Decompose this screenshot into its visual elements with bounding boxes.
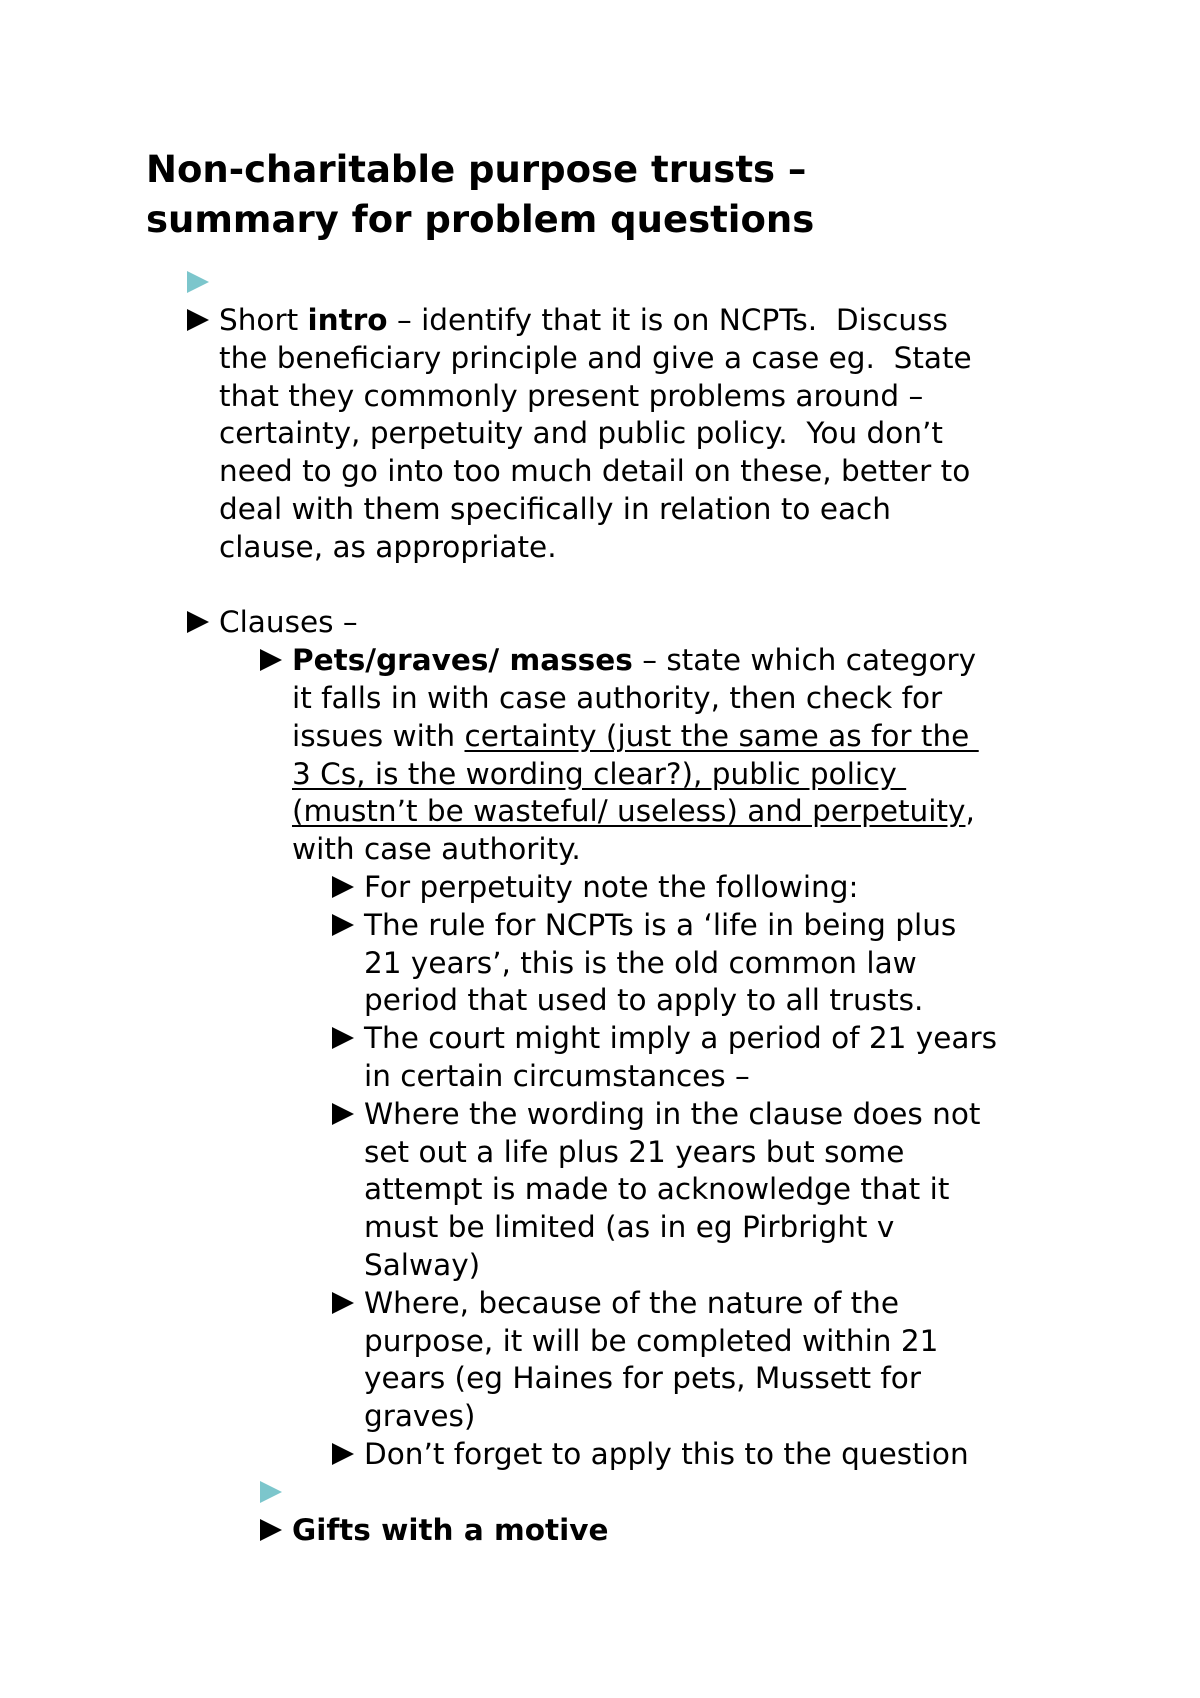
intro-line: deal with them specifically in relation to each xyxy=(219,492,891,526)
intro-bold: intro xyxy=(307,303,388,337)
perpetuity-item: Salway) xyxy=(364,1248,481,1282)
empty-bullet-icon xyxy=(260,1481,282,1503)
document-title xyxy=(146,145,1046,245)
perpetuity-item: in certain circumstances – xyxy=(364,1059,750,1093)
intro-line: that they commonly present problems around – xyxy=(219,379,924,413)
pets-text: issues with xyxy=(292,719,465,753)
bullet-arrow-icon xyxy=(332,1103,354,1125)
intro-line: certainty, perpetuity and public policy. You don’t xyxy=(219,416,943,450)
intro-line: the beneficiary principle and give a case eg. State xyxy=(219,341,972,375)
pets-line: with case authority. xyxy=(292,832,581,866)
gifts-heading: Gifts with a motive xyxy=(292,1513,609,1547)
intro-text: Short xyxy=(219,303,308,337)
perpetuity-item: graves) xyxy=(364,1399,476,1433)
perpetuity-item: The rule for NCPTs is a ‘life in being plus xyxy=(364,908,957,942)
intro-line: clause, as appropriate. xyxy=(219,530,557,564)
pets-underlined: 3 Cs, is the wording clear?), public policy xyxy=(292,757,907,791)
pets-underlined: certainty (just the same as for the xyxy=(464,719,979,753)
bullet-arrow-icon xyxy=(260,1519,282,1541)
clauses-label: Clauses – xyxy=(219,605,358,639)
pets-line: it falls in with case authority, then check for xyxy=(292,681,943,715)
pets-text: , xyxy=(965,794,975,828)
title-line-1: Non-charitable purpose trusts – xyxy=(146,148,807,191)
perpetuity-item: For perpetuity note the following: xyxy=(364,870,859,904)
empty-bullet-icon xyxy=(187,271,209,293)
intro-line: need to go into too much detail on these, better to xyxy=(219,454,971,488)
bullet-arrow-icon xyxy=(332,914,354,936)
perpetuity-item: Where the wording in the clause does not xyxy=(364,1097,981,1131)
perpetuity-item: set out a life plus 21 years but some xyxy=(364,1135,905,1169)
perpetuity-item: Where, because of the nature of the xyxy=(364,1286,900,1320)
bullet-arrow-icon xyxy=(332,1027,354,1049)
perpetuity-item: 21 years’, this is the old common law xyxy=(364,946,917,980)
pets-text: – state which category xyxy=(632,643,977,677)
title-line-2: summary for problem questions xyxy=(146,198,815,241)
perpetuity-item: years (eg Haines for pets, Mussett for xyxy=(364,1361,921,1395)
bullet-arrow-icon xyxy=(187,309,209,331)
bullet-arrow-icon xyxy=(332,876,354,898)
intro-text: – identify that it is on NCPTs. Discuss xyxy=(387,303,948,337)
bullet-arrow-icon xyxy=(332,1292,354,1314)
pets-underlined: (mustn’t be wasteful/ useless) and perpetuity xyxy=(292,794,966,828)
perpetuity-item: Don’t forget to apply this to the question xyxy=(364,1437,969,1471)
perpetuity-item: attempt is made to acknowledge that it xyxy=(364,1172,950,1206)
bullet-arrow-icon xyxy=(332,1443,354,1465)
perpetuity-item: period that used to apply to all trusts. xyxy=(364,983,924,1017)
pets-heading: Pets/graves/ masses xyxy=(292,643,633,677)
bullet-arrow-icon xyxy=(187,611,209,633)
perpetuity-item: The court might imply a period of 21 years xyxy=(364,1021,997,1055)
perpetuity-item: must be limited (as in eg Pirbright v xyxy=(364,1210,895,1244)
perpetuity-item: purpose, it will be completed within 21 xyxy=(364,1324,939,1358)
bullet-arrow-icon xyxy=(260,649,282,671)
